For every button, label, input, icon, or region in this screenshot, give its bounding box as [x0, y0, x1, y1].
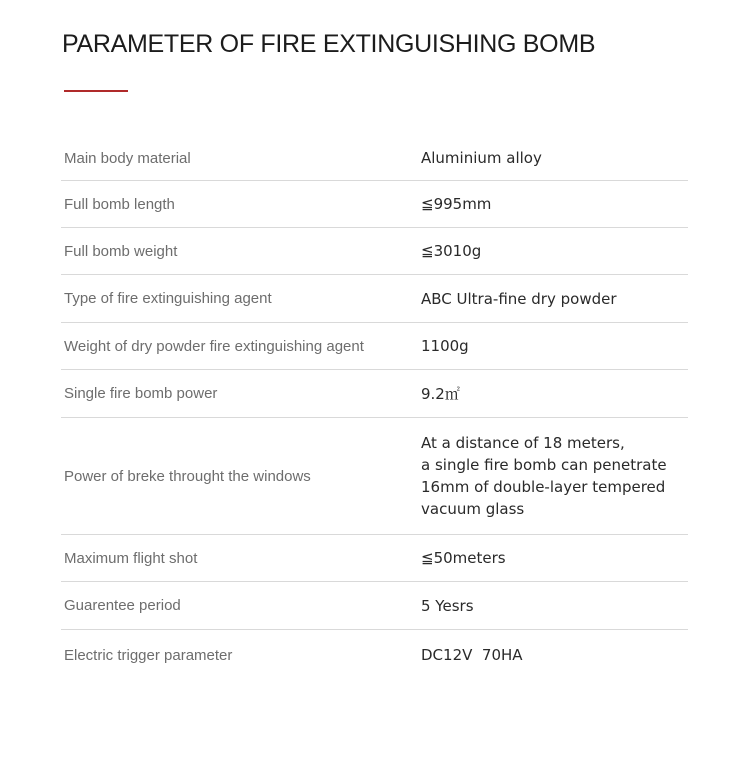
row-value-line: ≦50meters — [421, 549, 506, 567]
row-label: Electric trigger parameter — [64, 646, 233, 664]
row-label: Guarentee period — [64, 597, 181, 614]
row-label: Main body material — [64, 149, 191, 167]
row-value-line: 1100g — [421, 337, 469, 355]
row-value — [421, 595, 688, 617]
row-value — [421, 547, 688, 569]
row-value-line: DC12V 70HA — [421, 646, 523, 664]
row-label: Type of fire extinguishing agent — [64, 290, 272, 307]
row-value-line: 9.2㎡ — [421, 384, 460, 403]
table-row — [61, 228, 688, 275]
row-value — [421, 432, 688, 520]
table-row — [61, 370, 688, 418]
row-value-line: ABC Ultra-fine dry powder — [421, 289, 617, 308]
table-row — [61, 136, 688, 181]
table-row — [61, 582, 688, 630]
table-row — [61, 323, 688, 370]
page-title: PARAMETER OF FIRE EXTINGUISHING BOMB — [62, 30, 596, 58]
table-row — [61, 535, 688, 582]
parameter-table — [61, 136, 688, 680]
row-value-line: 5 Yesrs — [421, 596, 474, 615]
table-row — [61, 181, 688, 228]
row-value — [421, 147, 688, 169]
row-value — [421, 240, 688, 262]
row-label: Full bomb length — [64, 195, 175, 213]
row-value-line: 16mm of double-layer tempered — [421, 478, 666, 496]
row-value-line: At a distance of 18 meters, — [421, 434, 625, 452]
table-row — [61, 418, 688, 535]
table-row — [61, 275, 688, 323]
row-label: Power of breke throught the windows — [64, 467, 311, 485]
table-row — [61, 630, 688, 680]
row-label: Weight of dry powder fire extinguishing agent — [64, 337, 364, 355]
title-accent-divider — [64, 90, 128, 92]
row-value-line: ≦995mm — [421, 195, 492, 213]
row-value-line: Aluminium alloy — [421, 149, 542, 167]
row-value — [421, 335, 688, 357]
row-value-line: a single fire bomb can penetrate — [421, 456, 667, 474]
row-value — [421, 288, 688, 310]
row-value-line: ≦3010g — [421, 242, 482, 260]
row-label: Single fire bomb power — [64, 385, 218, 402]
row-value — [421, 193, 688, 215]
row-value — [421, 383, 688, 405]
row-label: Full bomb weight — [64, 242, 178, 260]
row-value — [421, 644, 688, 666]
row-label: Maximum flight shot — [64, 549, 198, 567]
row-value-line: vacuum glass — [421, 500, 525, 518]
